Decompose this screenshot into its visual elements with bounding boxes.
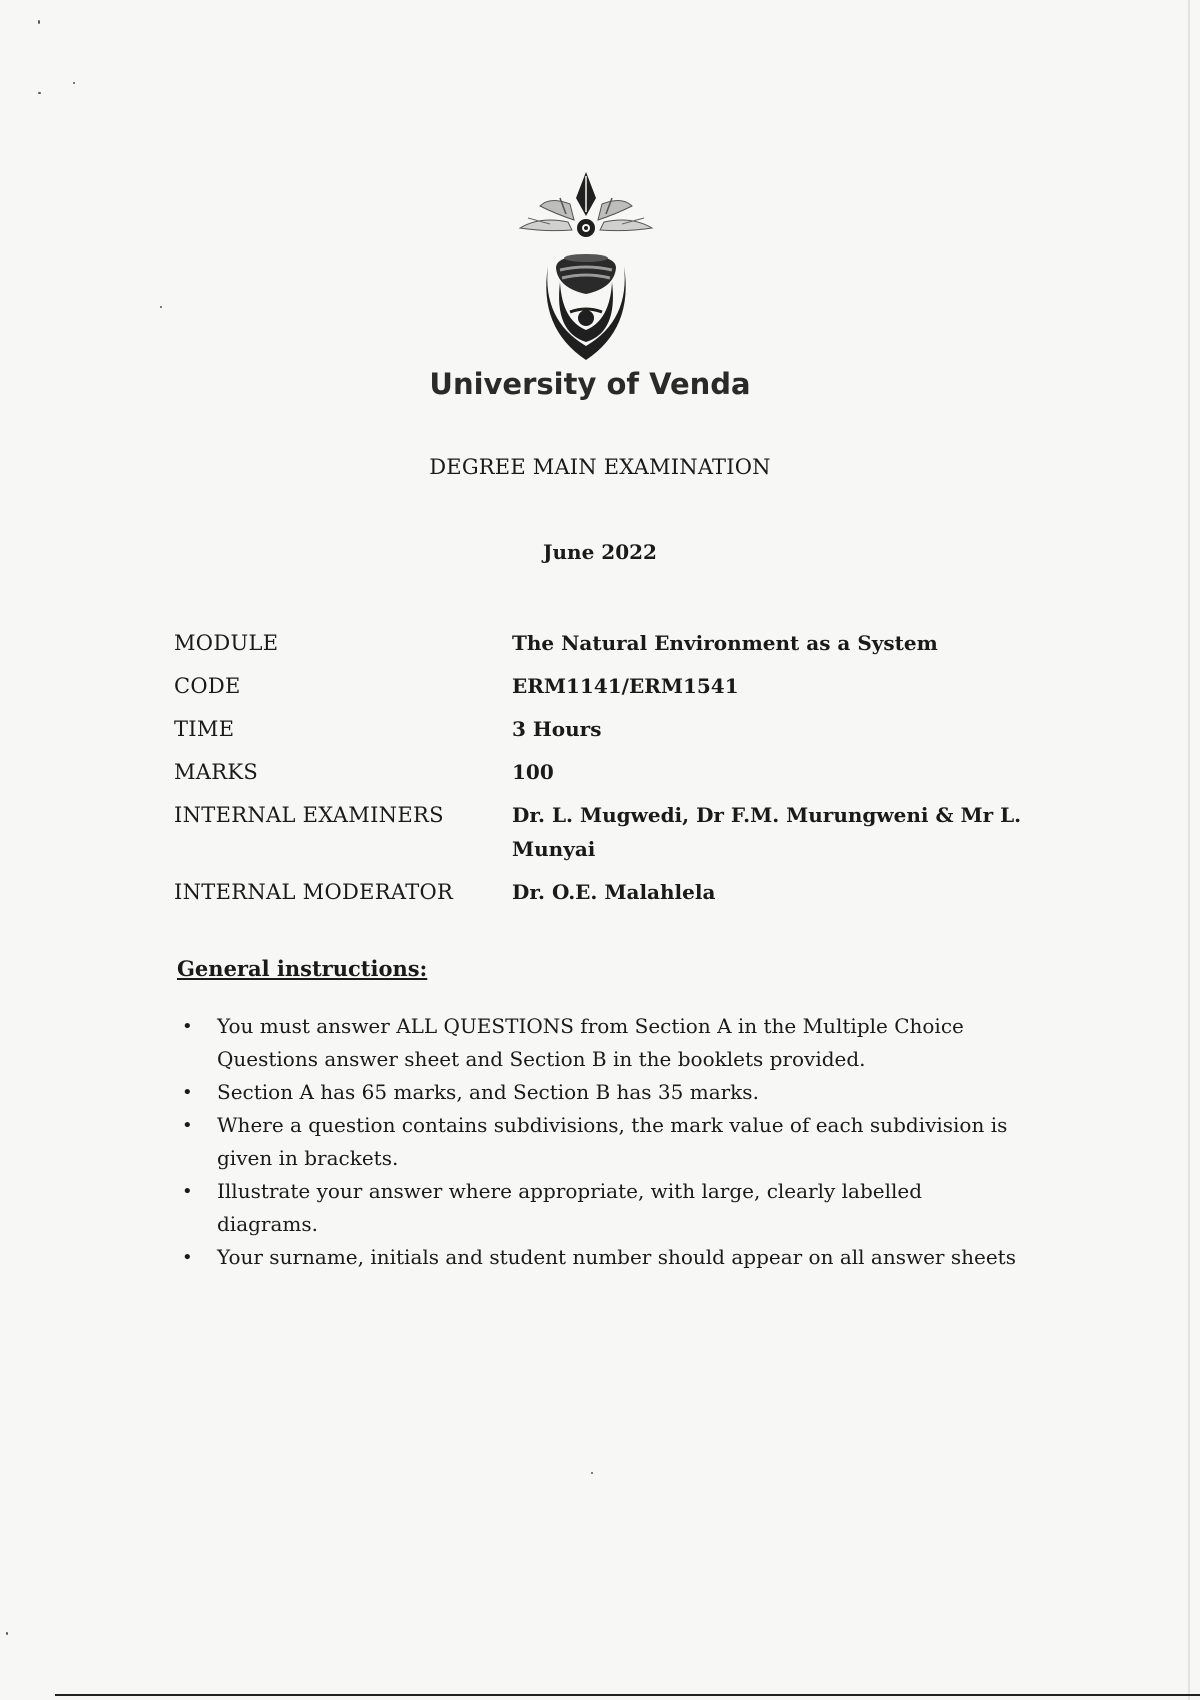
instructions-heading: General instructions:: [177, 956, 428, 981]
exam-title: DEGREE MAIN EXAMINATION: [429, 455, 771, 479]
bullet-icon: •: [182, 1247, 193, 1268]
scan-speck: [73, 82, 75, 84]
detail-value: 3 Hours: [512, 717, 602, 741]
detail-row-marks: [174, 755, 1054, 789]
scan-speck: [38, 92, 41, 94]
list-item: [177, 1241, 1027, 1274]
list-item: [177, 1109, 1027, 1175]
detail-row-module: [174, 626, 1054, 660]
detail-value: Dr. O.E. Malahlela: [512, 880, 716, 904]
bullet-icon: •: [182, 1016, 193, 1037]
detail-value: 100: [512, 760, 554, 784]
detail-value: The Natural Environment as a System: [512, 631, 938, 655]
detail-label: TIME: [174, 717, 235, 741]
exam-details-table: [174, 626, 1054, 918]
instruction-text: Where a question contains subdivisions, the mark value of each subdivision is given in brackets.: [217, 1113, 1008, 1170]
instruction-text: You must answer ALL QUESTIONS from Section A in the Multiple Choice Questions answer sheet and Section B in the booklets provided.: [217, 1014, 964, 1071]
detail-label: MODULE: [174, 631, 279, 655]
list-item: [177, 1010, 1027, 1076]
university-name: University of Venda: [429, 367, 751, 401]
detail-value: ERM1141/ERM1541: [512, 674, 739, 698]
bullet-icon: •: [182, 1082, 193, 1103]
bullet-icon: •: [182, 1181, 193, 1202]
scan-speck: [160, 306, 162, 308]
detail-label: INTERNAL EXAMINERS: [174, 803, 444, 827]
instruction-text: Illustrate your answer where appropriate, with large, clearly labelled diagrams.: [217, 1179, 923, 1236]
detail-row-code: [174, 669, 1054, 703]
scan-speck: [38, 20, 40, 24]
scan-edge-shadow: [1188, 0, 1190, 1700]
instruction-text: Your surname, initials and student number should appear on all answer sheets: [217, 1245, 1016, 1269]
instructions-list: [177, 1010, 1027, 1274]
detail-value: Dr. L. Mugwedi, Dr F.M. Murungweni & Mr L. Munyai: [512, 803, 1022, 861]
detail-label: CODE: [174, 674, 241, 698]
scan-speck: [6, 1632, 8, 1635]
list-item: [177, 1076, 1027, 1109]
detail-row-internal-moderator: [174, 875, 1054, 909]
page-bottom-rule: [55, 1694, 1200, 1696]
detail-label: INTERNAL MODERATOR: [174, 880, 454, 904]
detail-row-internal-examiners: [174, 798, 1054, 866]
instruction-text: Section A has 65 marks, and Section B has 35 marks.: [217, 1080, 759, 1104]
list-item: [177, 1175, 1027, 1241]
university-crest-logo: [510, 170, 670, 370]
exam-date: June 2022: [543, 540, 657, 564]
bullet-icon: •: [182, 1115, 193, 1136]
detail-label: MARKS: [174, 760, 259, 784]
detail-row-time: [174, 712, 1054, 746]
scan-speck: [591, 1472, 593, 1474]
